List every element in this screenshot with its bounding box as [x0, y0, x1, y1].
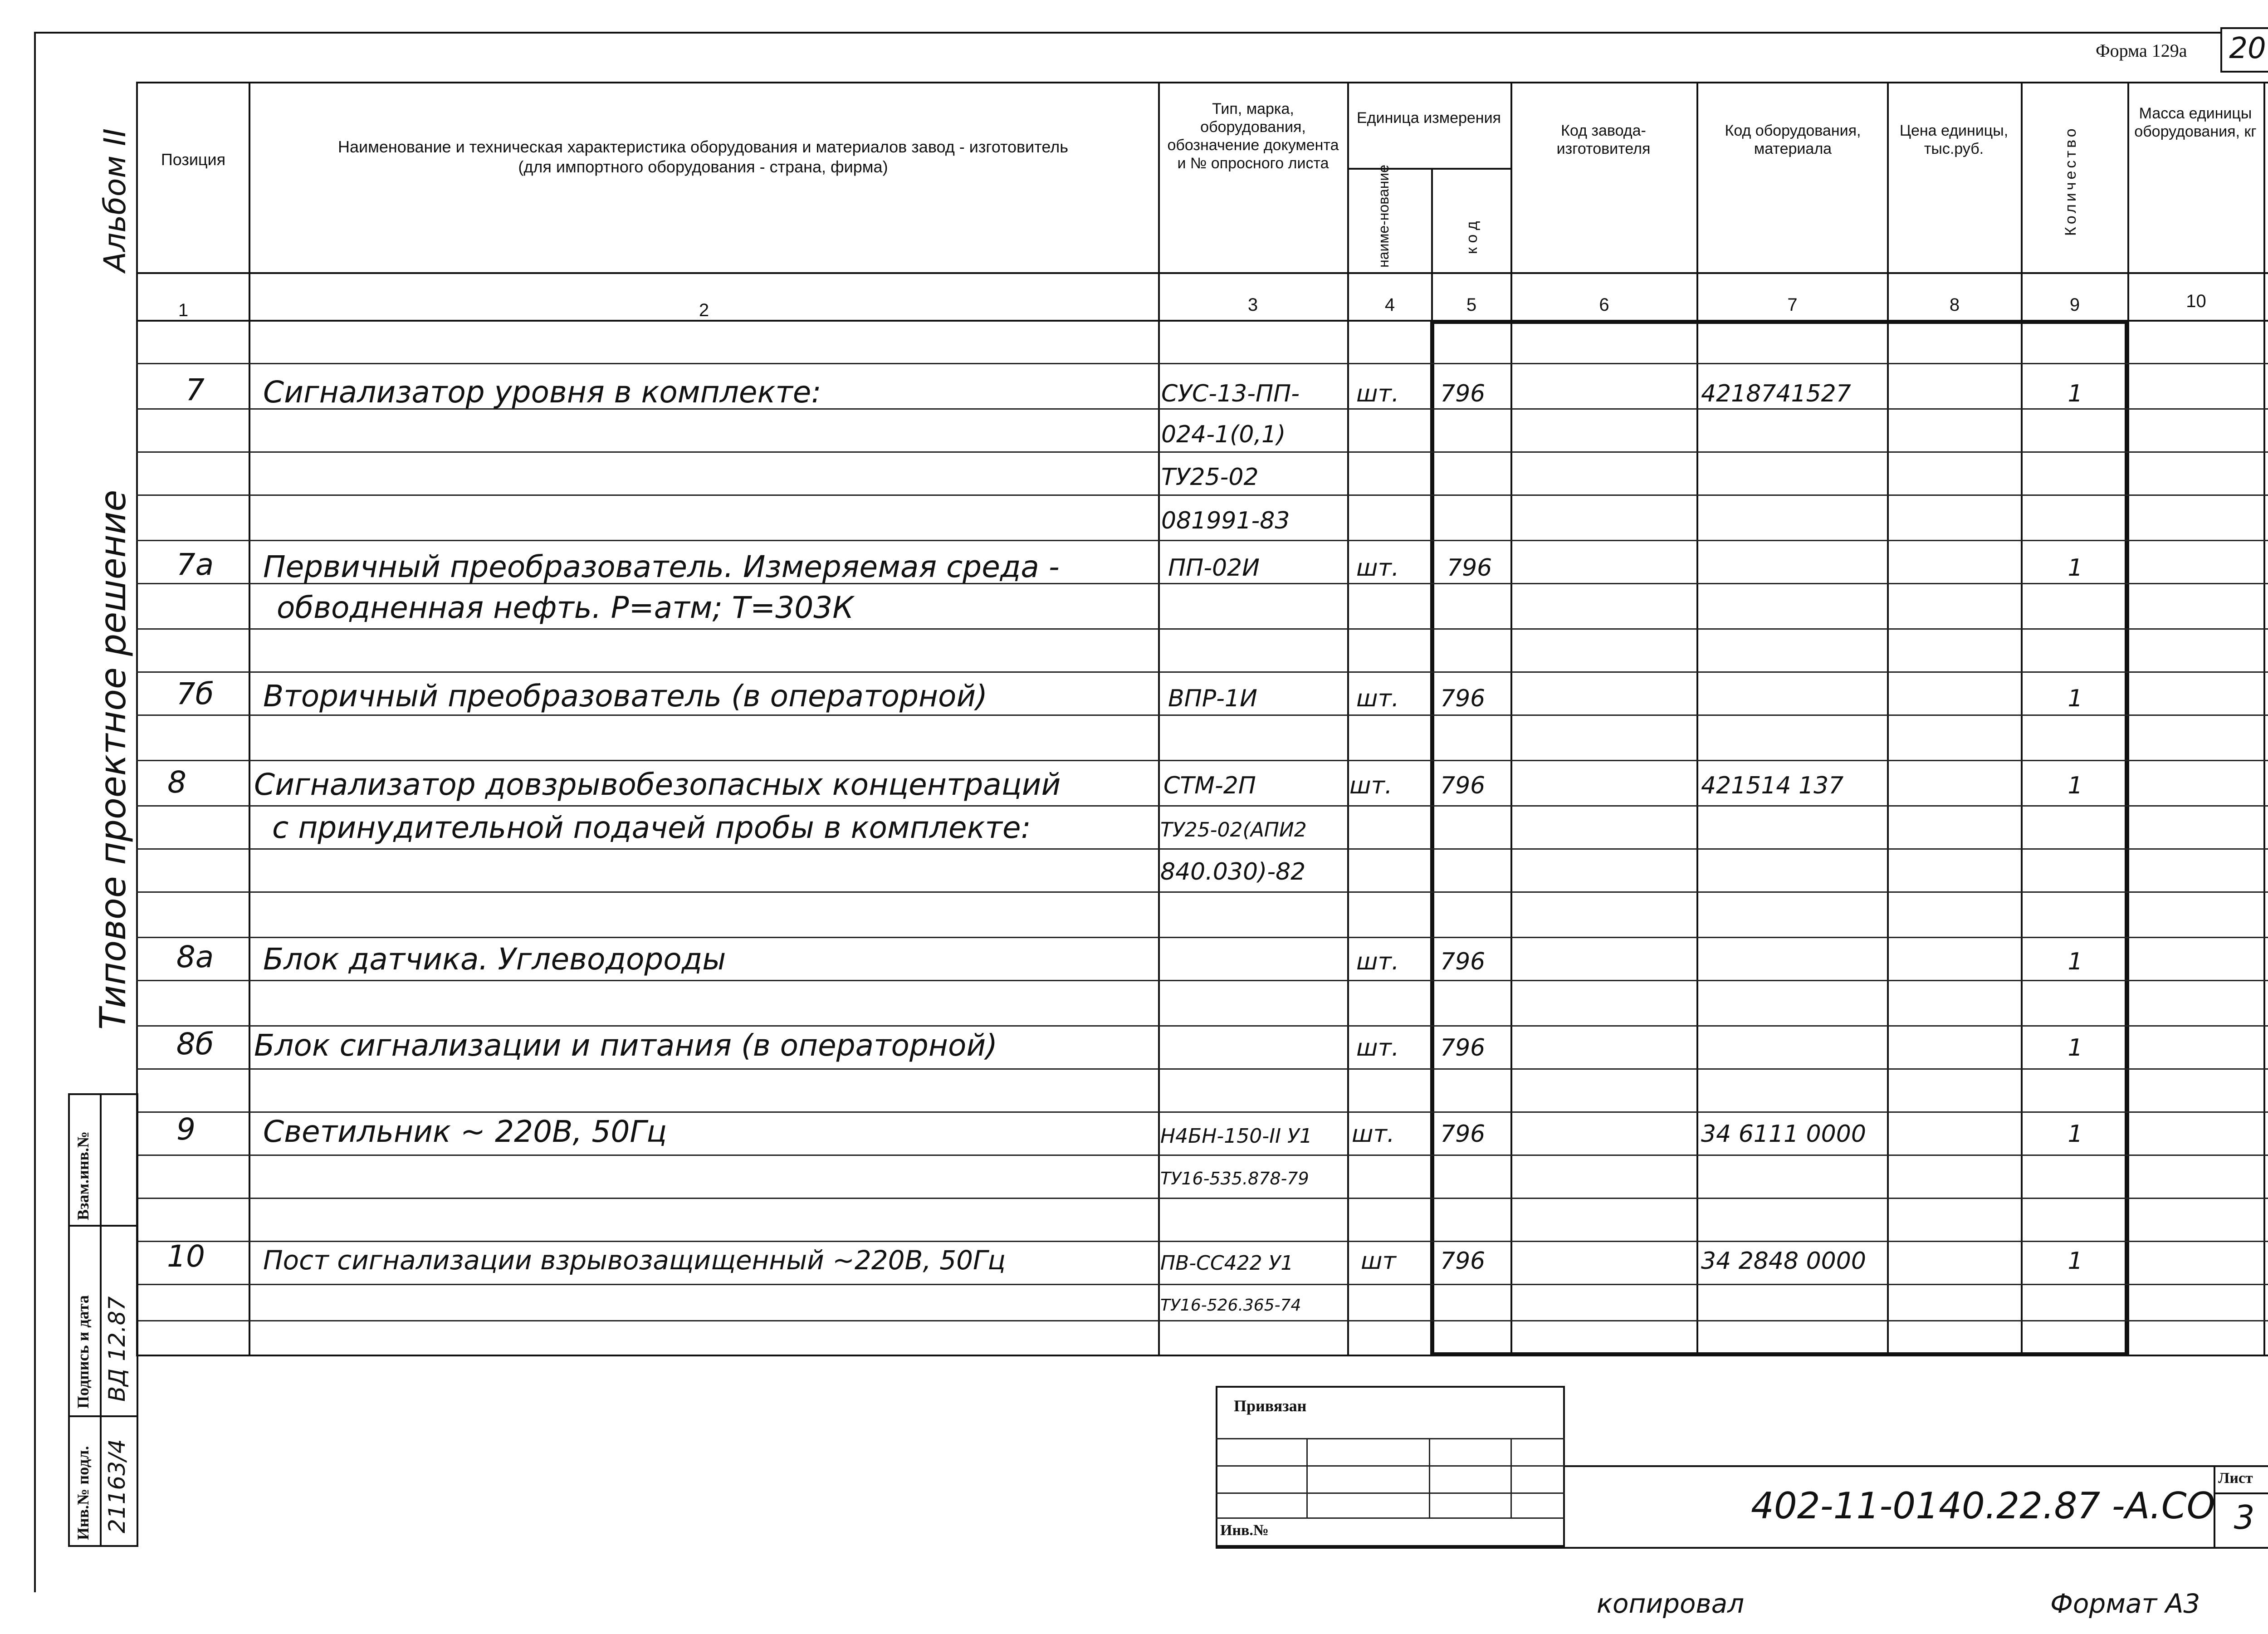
row-code: 796	[1440, 1120, 1486, 1148]
row-unit: шт.	[1356, 1034, 1399, 1062]
row-unit: шт.	[1352, 1120, 1395, 1148]
side-inv-label: Инв.№ подл.	[74, 1446, 92, 1540]
row-type: ПВ-СС422 У1	[1160, 1252, 1294, 1275]
row-qty: 1	[2068, 948, 2083, 975]
row-type: Н4БН-150-II У1	[1160, 1125, 1312, 1148]
row-line	[136, 891, 2268, 893]
sheet-label: Лист	[2218, 1470, 2253, 1487]
form-label: Форма 129а	[2096, 40, 2187, 61]
header-mass: Масса единицы оборудования, кг	[2134, 105, 2257, 140]
row-qty: 1	[2068, 554, 2083, 582]
doc-code: 402-11-0140.22.87 -А.СО	[1751, 1485, 2215, 1527]
row-type: 024-1(0,1)	[1161, 421, 1286, 448]
side-sign-label: Подпись и дата	[74, 1295, 92, 1409]
row-line	[136, 937, 2268, 938]
privyazan-line	[1216, 1517, 1565, 1519]
row-name: обводненная нефть. Р=атм; Т=303К	[277, 590, 854, 625]
header-qty: Количество	[2062, 126, 2079, 236]
row-name: Пост сигнализации взрывозащищенный ~220В, 50Гц	[263, 1245, 1006, 1276]
row-code: 796	[1440, 685, 1486, 712]
row-name: Сигнализатор уровня в комплекте:	[263, 375, 821, 410]
row-equip: 421514 137	[1701, 772, 1844, 799]
sheet-value: 3	[2234, 1498, 2255, 1536]
colnum-4: 4	[1384, 295, 1395, 315]
row-unit: шт.	[1356, 380, 1399, 407]
row-name: Вторичный преобразователь (в операторной)	[263, 679, 988, 714]
copied-note: копировал	[1597, 1588, 1745, 1619]
privyazan-label: Привязан	[1234, 1397, 1307, 1415]
row-name: Блок сигнализации и питания (в операторной)	[254, 1028, 997, 1063]
colnum-1: 1	[178, 300, 189, 320]
row-code: 796	[1447, 554, 1492, 582]
colnum-7: 7	[1787, 295, 1798, 315]
colnum-2: 2	[699, 300, 709, 320]
row-pos: 7б	[176, 676, 214, 711]
colnum-5: 5	[1466, 295, 1477, 315]
row-qty: 1	[2068, 772, 2083, 799]
outer-left-line	[34, 32, 36, 1592]
row-unit: шт.	[1356, 948, 1399, 975]
row-type: ВПР-1И	[1168, 685, 1257, 712]
side-stamp-row	[68, 1415, 138, 1417]
header-plant-code: Код завода-изготовителя	[1556, 122, 1651, 157]
row-line	[136, 1198, 2268, 1199]
header-unit: Единица измерения	[1357, 109, 1501, 127]
row-name: Блок датчика. Углеводороды	[263, 942, 726, 977]
colnum-9: 9	[2069, 295, 2080, 315]
row-name: Сигнализатор довзрывобезопасных концентраций	[254, 767, 1061, 802]
side-stamp-row	[68, 1225, 138, 1227]
side-stamp-divider	[100, 1093, 102, 1547]
row-code: 796	[1440, 772, 1486, 799]
privyazan-line	[1216, 1465, 1565, 1467]
header-price: Цена единицы, тыс.руб.	[1899, 122, 2009, 157]
bold-box	[1430, 320, 2129, 1356]
row-type: СУС-13-ПП-	[1161, 380, 1300, 407]
row-pos: 10	[167, 1239, 205, 1274]
header-unit-name: наиме-нование	[1375, 164, 1392, 268]
row-unit: шт.	[1356, 554, 1399, 582]
header-bottom-line	[136, 272, 2268, 274]
outer-top-line	[34, 32, 2220, 34]
row-line	[136, 628, 2268, 630]
row-type: 840.030)-82	[1160, 858, 1306, 885]
header-name: Наименование и техническая характеристика оборудования и материалов завод - изготовитель (для импортного оборудования - страна, фирма)	[338, 137, 1068, 176]
privyazan-vline	[1510, 1438, 1512, 1517]
privyazan-vline	[1306, 1438, 1308, 1517]
header-unit-code: к о д	[1463, 221, 1481, 254]
row-type: ТУ16-526.365-74	[1160, 1296, 1301, 1315]
title-block-top	[1565, 1465, 2268, 1467]
row-pos: 8	[167, 765, 186, 800]
side-sign-value: ВД 12.87	[104, 1296, 130, 1402]
row-line	[136, 848, 2268, 850]
row-type: 081991-83	[1161, 507, 1290, 534]
row-code: 796	[1440, 1248, 1486, 1275]
row-line	[136, 363, 2268, 364]
row-line	[136, 805, 2268, 807]
privyazan-line	[1216, 1492, 1565, 1494]
row-qty: 1	[2068, 1248, 2083, 1275]
inv-label: Инв.№	[1220, 1522, 1269, 1539]
row-type: ПП-02И	[1168, 554, 1260, 582]
row-equip: 34 2848 0000	[1701, 1248, 1866, 1275]
row-line	[136, 1155, 2268, 1156]
side-vzam-label: Взам.инв.№	[74, 1131, 92, 1220]
header-type: Тип, марка, оборудования, обозначение документа и № опросного листа	[1167, 100, 1339, 172]
row-pos: 8б	[176, 1027, 214, 1062]
side-inv-value: 21163/4	[104, 1439, 130, 1533]
album-label: Альбом II	[98, 128, 132, 272]
row-pos: 7	[186, 372, 205, 407]
privyazan-vline	[1429, 1438, 1430, 1517]
colnum-3: 3	[1247, 295, 1258, 315]
row-line	[136, 1068, 2268, 1070]
privyazan-line	[1216, 1438, 1565, 1439]
row-type: ТУ16-535.878-79	[1160, 1169, 1309, 1189]
unit-split-line	[1347, 168, 1510, 170]
row-qty: 1	[2068, 380, 2083, 407]
row-name: Светильник ~ 220В, 50Гц	[263, 1114, 667, 1149]
colnum-8: 8	[1949, 295, 1960, 315]
row-code: 796	[1440, 1034, 1486, 1062]
row-code: 796	[1440, 380, 1486, 407]
sheet-label-line	[2214, 1492, 2268, 1494]
title-block-bottom	[1216, 1547, 2268, 1549]
row-type: СТМ-2П	[1163, 772, 1256, 799]
row-unit: шт.	[1356, 685, 1399, 712]
row-name: Первичный преобразователь. Измеряемая среда -	[263, 549, 1060, 584]
row-qty: 1	[2068, 1120, 2083, 1148]
row-line	[136, 980, 2268, 981]
row-type: ТУ25-02	[1161, 464, 1259, 491]
row-unit: шт.	[1349, 772, 1393, 799]
row-code: 796	[1440, 948, 1486, 975]
format-note: Формат А3	[2050, 1588, 2200, 1619]
row-line	[136, 1284, 2268, 1285]
colnum-6: 6	[1599, 295, 1609, 315]
row-line	[136, 760, 2268, 761]
header-equip-code: Код оборудования, материала	[1725, 122, 1861, 157]
row-unit: шт	[1361, 1248, 1396, 1275]
row-qty: 1	[2068, 1034, 2083, 1062]
row-line	[136, 1025, 2268, 1027]
row-name: с принудительной подачей пробы в комплекте:	[272, 810, 1031, 845]
row-qty: 1	[2068, 685, 2083, 712]
row-pos: 9	[176, 1112, 196, 1147]
row-line	[136, 1111, 2268, 1113]
row-equip: 4218741527	[1701, 380, 1851, 407]
row-line	[136, 540, 2268, 541]
row-type: ТУ25-02(АПИ2	[1160, 818, 1307, 841]
colnum-10: 10	[2186, 291, 2206, 311]
row-pos: 8а	[176, 939, 214, 974]
row-line	[136, 671, 2268, 673]
row-equip: 34 6111 0000	[1701, 1120, 1866, 1148]
header-position: Позиция	[161, 150, 226, 169]
side-title: Типовое проектное решение	[93, 489, 134, 1030]
row-pos: 7а	[176, 547, 214, 582]
page-number: 20	[2229, 32, 2266, 65]
